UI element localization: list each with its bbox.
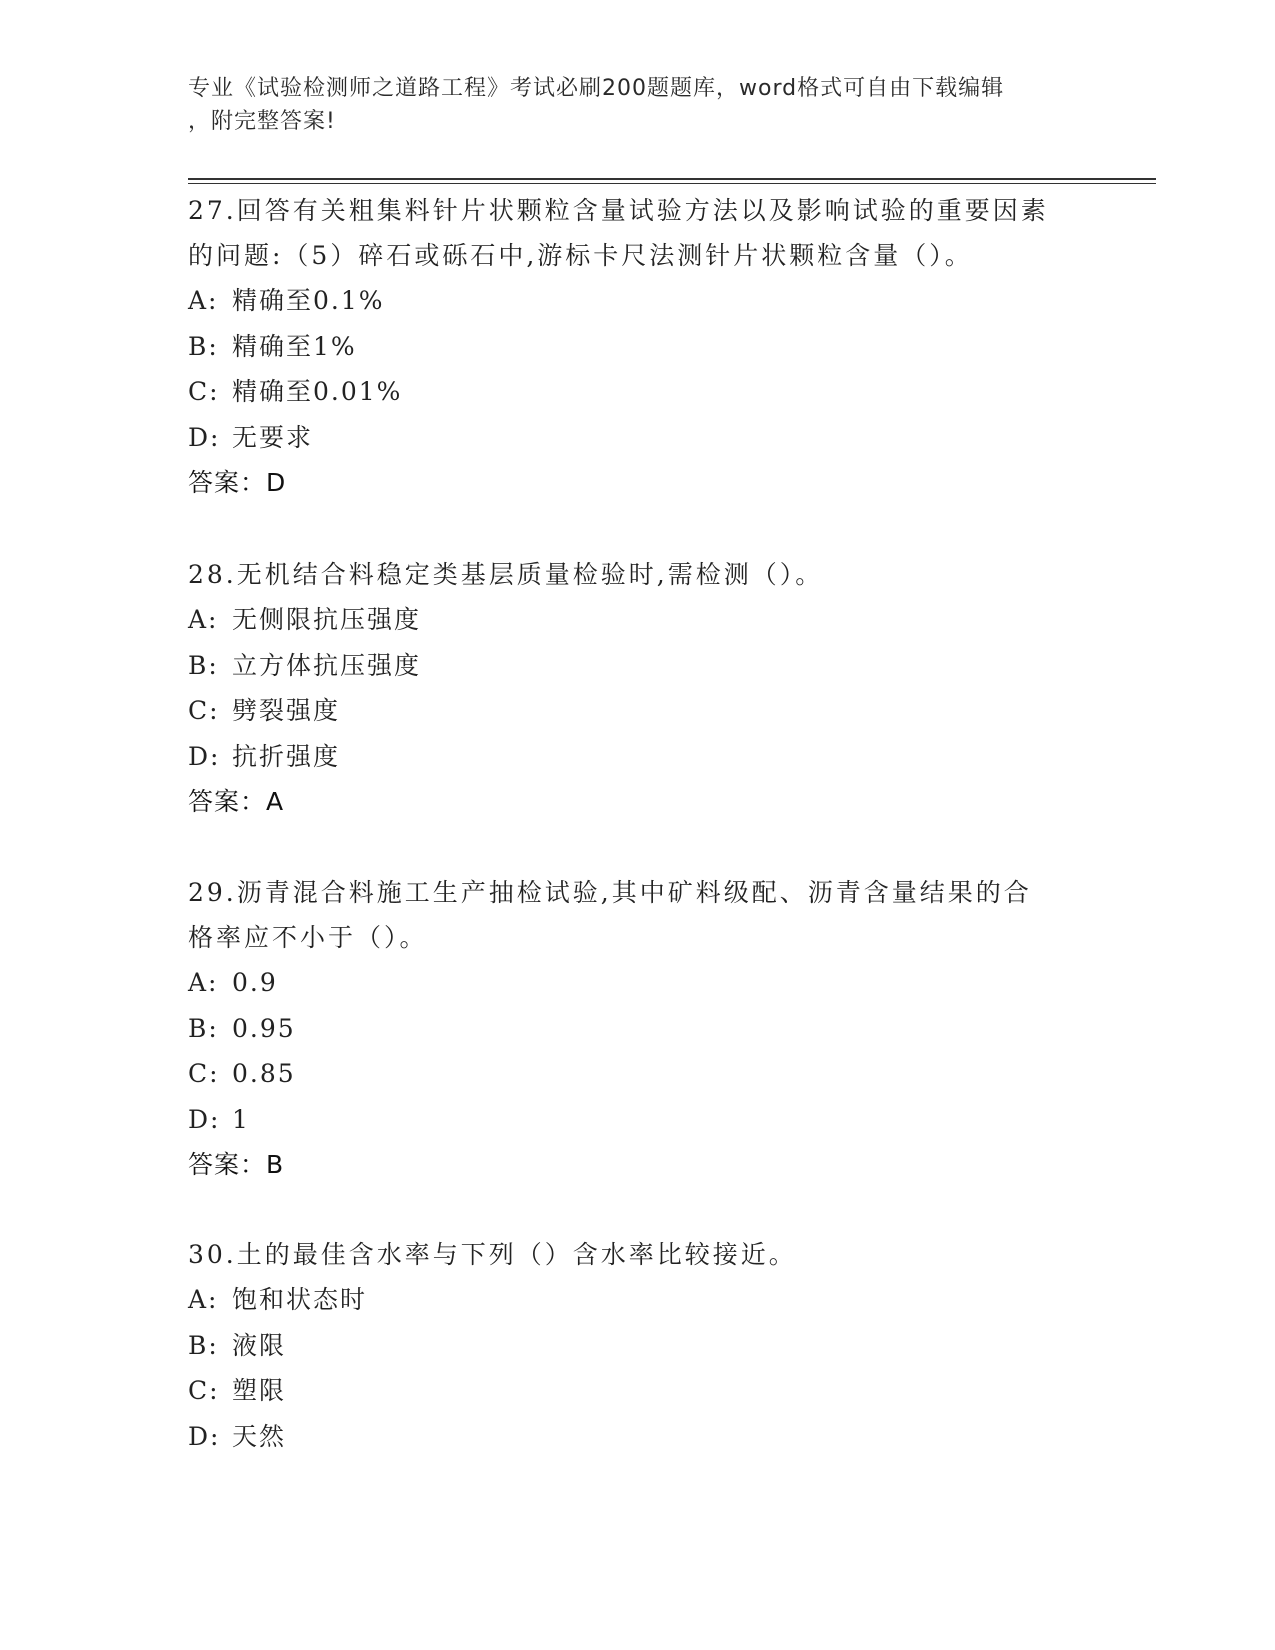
option-text: 无侧限抗压强度 bbox=[232, 605, 422, 634]
option-text: 天然 bbox=[232, 1421, 287, 1451]
option-a bbox=[188, 278, 1088, 324]
option-d bbox=[188, 415, 1088, 461]
option-text: 无要求 bbox=[232, 422, 314, 452]
option-a bbox=[188, 960, 1088, 1006]
option-text: 1 bbox=[232, 1104, 250, 1134]
option-text: 立方体抗压强度 bbox=[232, 650, 422, 680]
question-stem-line: 格率应不小于（）。 bbox=[188, 923, 428, 952]
question-30 bbox=[188, 1232, 1088, 1459]
option-letter: A: bbox=[188, 286, 219, 315]
question-stem-line: 27.回答有关粗集料针片状颗粒含量试验方法以及影响试验的重要因素 bbox=[188, 196, 1049, 225]
question-27 bbox=[188, 188, 1088, 505]
option-letter: A: bbox=[188, 1285, 219, 1314]
option-letter: A: bbox=[188, 968, 219, 997]
option-b bbox=[188, 324, 1088, 370]
option-text: 精确至0.1% bbox=[232, 286, 385, 315]
header-divider-thin bbox=[188, 183, 1156, 184]
option-letter: B: bbox=[188, 650, 219, 680]
question-stem-line: 的问题:（5）碎石或砾石中,游标卡尺法测针片状颗粒含量（）。 bbox=[188, 241, 973, 270]
option-b bbox=[188, 1323, 1088, 1369]
option-text: 精确至1% bbox=[232, 331, 357, 361]
document-header bbox=[188, 72, 1068, 138]
option-c bbox=[188, 1051, 1088, 1097]
option-a bbox=[188, 597, 1088, 643]
question-29 bbox=[188, 870, 1088, 1187]
option-a bbox=[188, 1277, 1088, 1323]
option-letter: D: bbox=[188, 422, 221, 452]
question-stem-line: 29.沥青混合料施工生产抽检试验,其中矿料级配、沥青含量结果的合 bbox=[188, 878, 1032, 907]
option-c bbox=[188, 1368, 1088, 1414]
option-letter: B: bbox=[188, 331, 219, 361]
option-text: 劈裂强度 bbox=[232, 696, 341, 725]
option-d bbox=[188, 1097, 1088, 1143]
option-letter: B: bbox=[188, 1013, 219, 1043]
answer-line: 答案：D bbox=[188, 468, 287, 497]
question-stem-line: 30.土的最佳含水率与下列（）含水率比较接近。 bbox=[188, 1240, 797, 1269]
option-letter: C: bbox=[188, 1376, 220, 1405]
option-text: 饱和状态时 bbox=[232, 1285, 368, 1314]
header-line-1: 专业《试验检测师之道路工程》考试必刷200题题库，word格式可自由下载编辑 bbox=[188, 76, 1005, 101]
option-text: 抗折强度 bbox=[232, 741, 341, 771]
option-c bbox=[188, 369, 1088, 415]
option-d bbox=[188, 734, 1088, 780]
question-stem-line: 28.无机结合料稳定类基层质量检验时,需检测（）。 bbox=[188, 560, 824, 589]
option-letter: D: bbox=[188, 1421, 221, 1451]
header-divider-thick bbox=[188, 178, 1156, 180]
option-text: 0.9 bbox=[232, 968, 278, 997]
option-text: 精确至0.01% bbox=[232, 377, 403, 406]
option-text: 0.85 bbox=[232, 1059, 296, 1088]
option-b bbox=[188, 643, 1088, 689]
option-letter: C: bbox=[188, 696, 220, 725]
option-letter: C: bbox=[188, 1059, 220, 1088]
option-text: 0.95 bbox=[232, 1013, 296, 1043]
answer-line: 答案：A bbox=[188, 787, 285, 816]
answer-line: 答案：B bbox=[188, 1150, 285, 1179]
option-b bbox=[188, 1006, 1088, 1052]
option-c bbox=[188, 688, 1088, 734]
option-letter: D: bbox=[188, 741, 221, 771]
option-letter: D: bbox=[188, 1104, 221, 1134]
option-letter: A: bbox=[188, 605, 219, 634]
header-line-2: ，附完整答案! bbox=[188, 109, 336, 134]
option-letter: B: bbox=[188, 1330, 219, 1360]
option-text: 液限 bbox=[232, 1330, 287, 1360]
question-28 bbox=[188, 552, 1088, 824]
option-text: 塑限 bbox=[232, 1376, 287, 1405]
option-letter: C: bbox=[188, 377, 220, 406]
option-d bbox=[188, 1414, 1088, 1460]
